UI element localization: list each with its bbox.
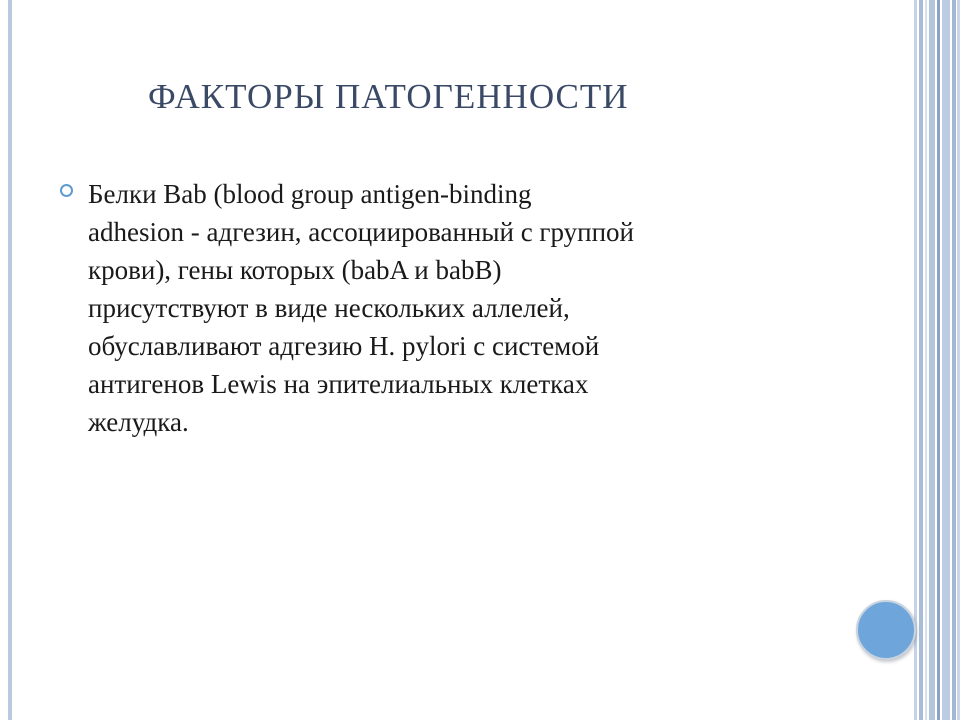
stripe (952, 0, 956, 720)
bullet-text-line: желудка. (88, 407, 189, 437)
bullet-text-line: антигенов Lewis на эпителиальных клетках (88, 369, 589, 399)
right-decorative-stripes (914, 0, 960, 720)
stripe (929, 0, 935, 720)
stripe (919, 0, 923, 720)
ring-bullet-icon (60, 184, 73, 197)
bullet-text-line: обуславливают адгезию H. pylori с системой (88, 331, 600, 361)
blue-circle-icon (856, 600, 916, 660)
stripe (914, 0, 917, 720)
stripe (942, 0, 950, 720)
stripe (925, 0, 927, 720)
slide-title: ФАКТОРЫ ПАТОГЕННОСТИ (148, 77, 629, 116)
bullet-text-line: adhesion - адгезин, ассоциированный с группой (88, 217, 634, 247)
bullet-text-line: крови), гены которых (babA и babB) (88, 255, 502, 285)
bullet-text-line: Белки Bab (blood group antigen-binding (88, 179, 532, 209)
bullet-text (88, 175, 848, 441)
bullet-text-line: присутствуют в виде нескольких аллелей, (88, 293, 570, 323)
stripe (937, 0, 940, 720)
left-border-rule (8, 0, 12, 720)
